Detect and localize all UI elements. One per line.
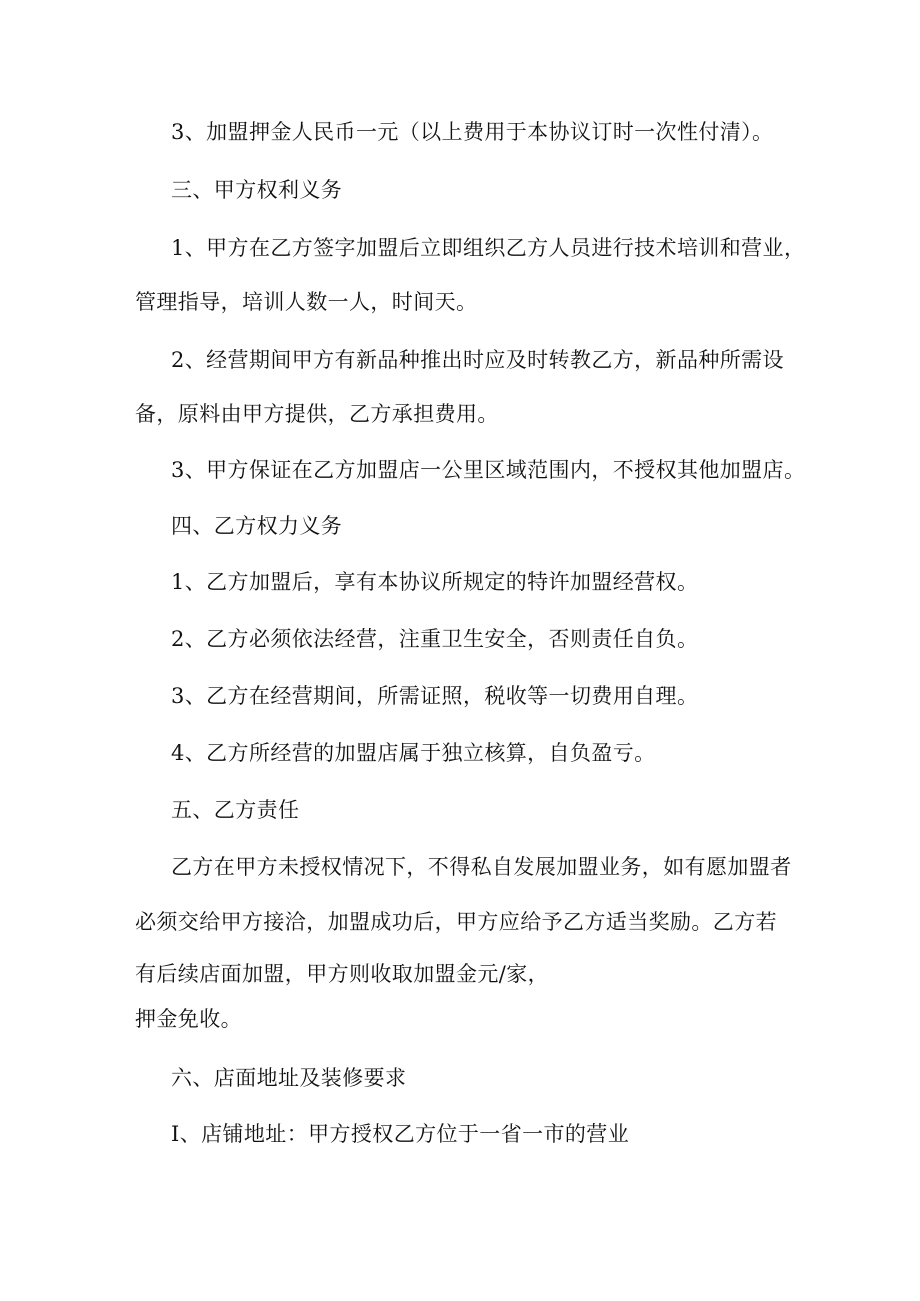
section-heading-3: 三、甲方权利义务 <box>171 178 343 202</box>
clause-2-new-products: 2、经营期间甲方有新品种推出时应及时转教乙方，新品种所需设 <box>171 348 784 372</box>
clause-1-store-address: I、店铺地址：甲方授权乙方位于一省一市的营业 <box>171 1122 630 1146</box>
clause-1-franchise-right: 1、乙方加盟后，享有本协议所规定的特许加盟经营权。 <box>171 570 699 594</box>
section-heading-5: 五、乙方责任 <box>171 798 300 822</box>
responsibility-paragraph-2: 必须交给甲方接洽，加盟成功后，甲方应给予乙方适当奖励。乙方若 <box>135 910 777 934</box>
clause-2-new-products-cont: 备，原料由甲方提供，乙方承担费用。 <box>135 402 499 426</box>
section-heading-4: 四、乙方权力义务 <box>171 514 343 538</box>
responsibility-paragraph-3: 有后续店面加盟，甲方则收取加盟金元/家， <box>135 962 550 986</box>
responsibility-paragraph-4: 押金免收。 <box>135 1007 242 1031</box>
clause-3-deposit: 3、加盟押金人民币一元（以上费用于本协议订时一次性付清）。 <box>171 120 774 144</box>
clause-3-expenses: 3、乙方在经营期间，所需证照，税收等一切费用自理。 <box>171 684 699 708</box>
clause-4-accounting: 4、乙方所经营的加盟店属于独立核算，自负盈亏。 <box>171 741 656 765</box>
clause-1-training: 1、甲方在乙方签字加盟后立即组织乙方人员进行技术培训和营业， <box>171 236 806 260</box>
clause-1-training-cont: 管理指导，培训人数一人，时间天。 <box>135 290 478 314</box>
section-heading-6: 六、店面地址及装修要求 <box>171 1066 407 1090</box>
responsibility-paragraph: 乙方在甲方未授权情况下，不得私自发展加盟业务，如有愿加盟者 <box>171 855 792 879</box>
clause-3-territory: 3、甲方保证在乙方加盟店一公里区域范围内，不授权其他加盟店。 <box>171 458 806 482</box>
clause-2-lawful-operation: 2、乙方必须依法经营，注重卫生安全，否则责任自负。 <box>171 627 699 651</box>
